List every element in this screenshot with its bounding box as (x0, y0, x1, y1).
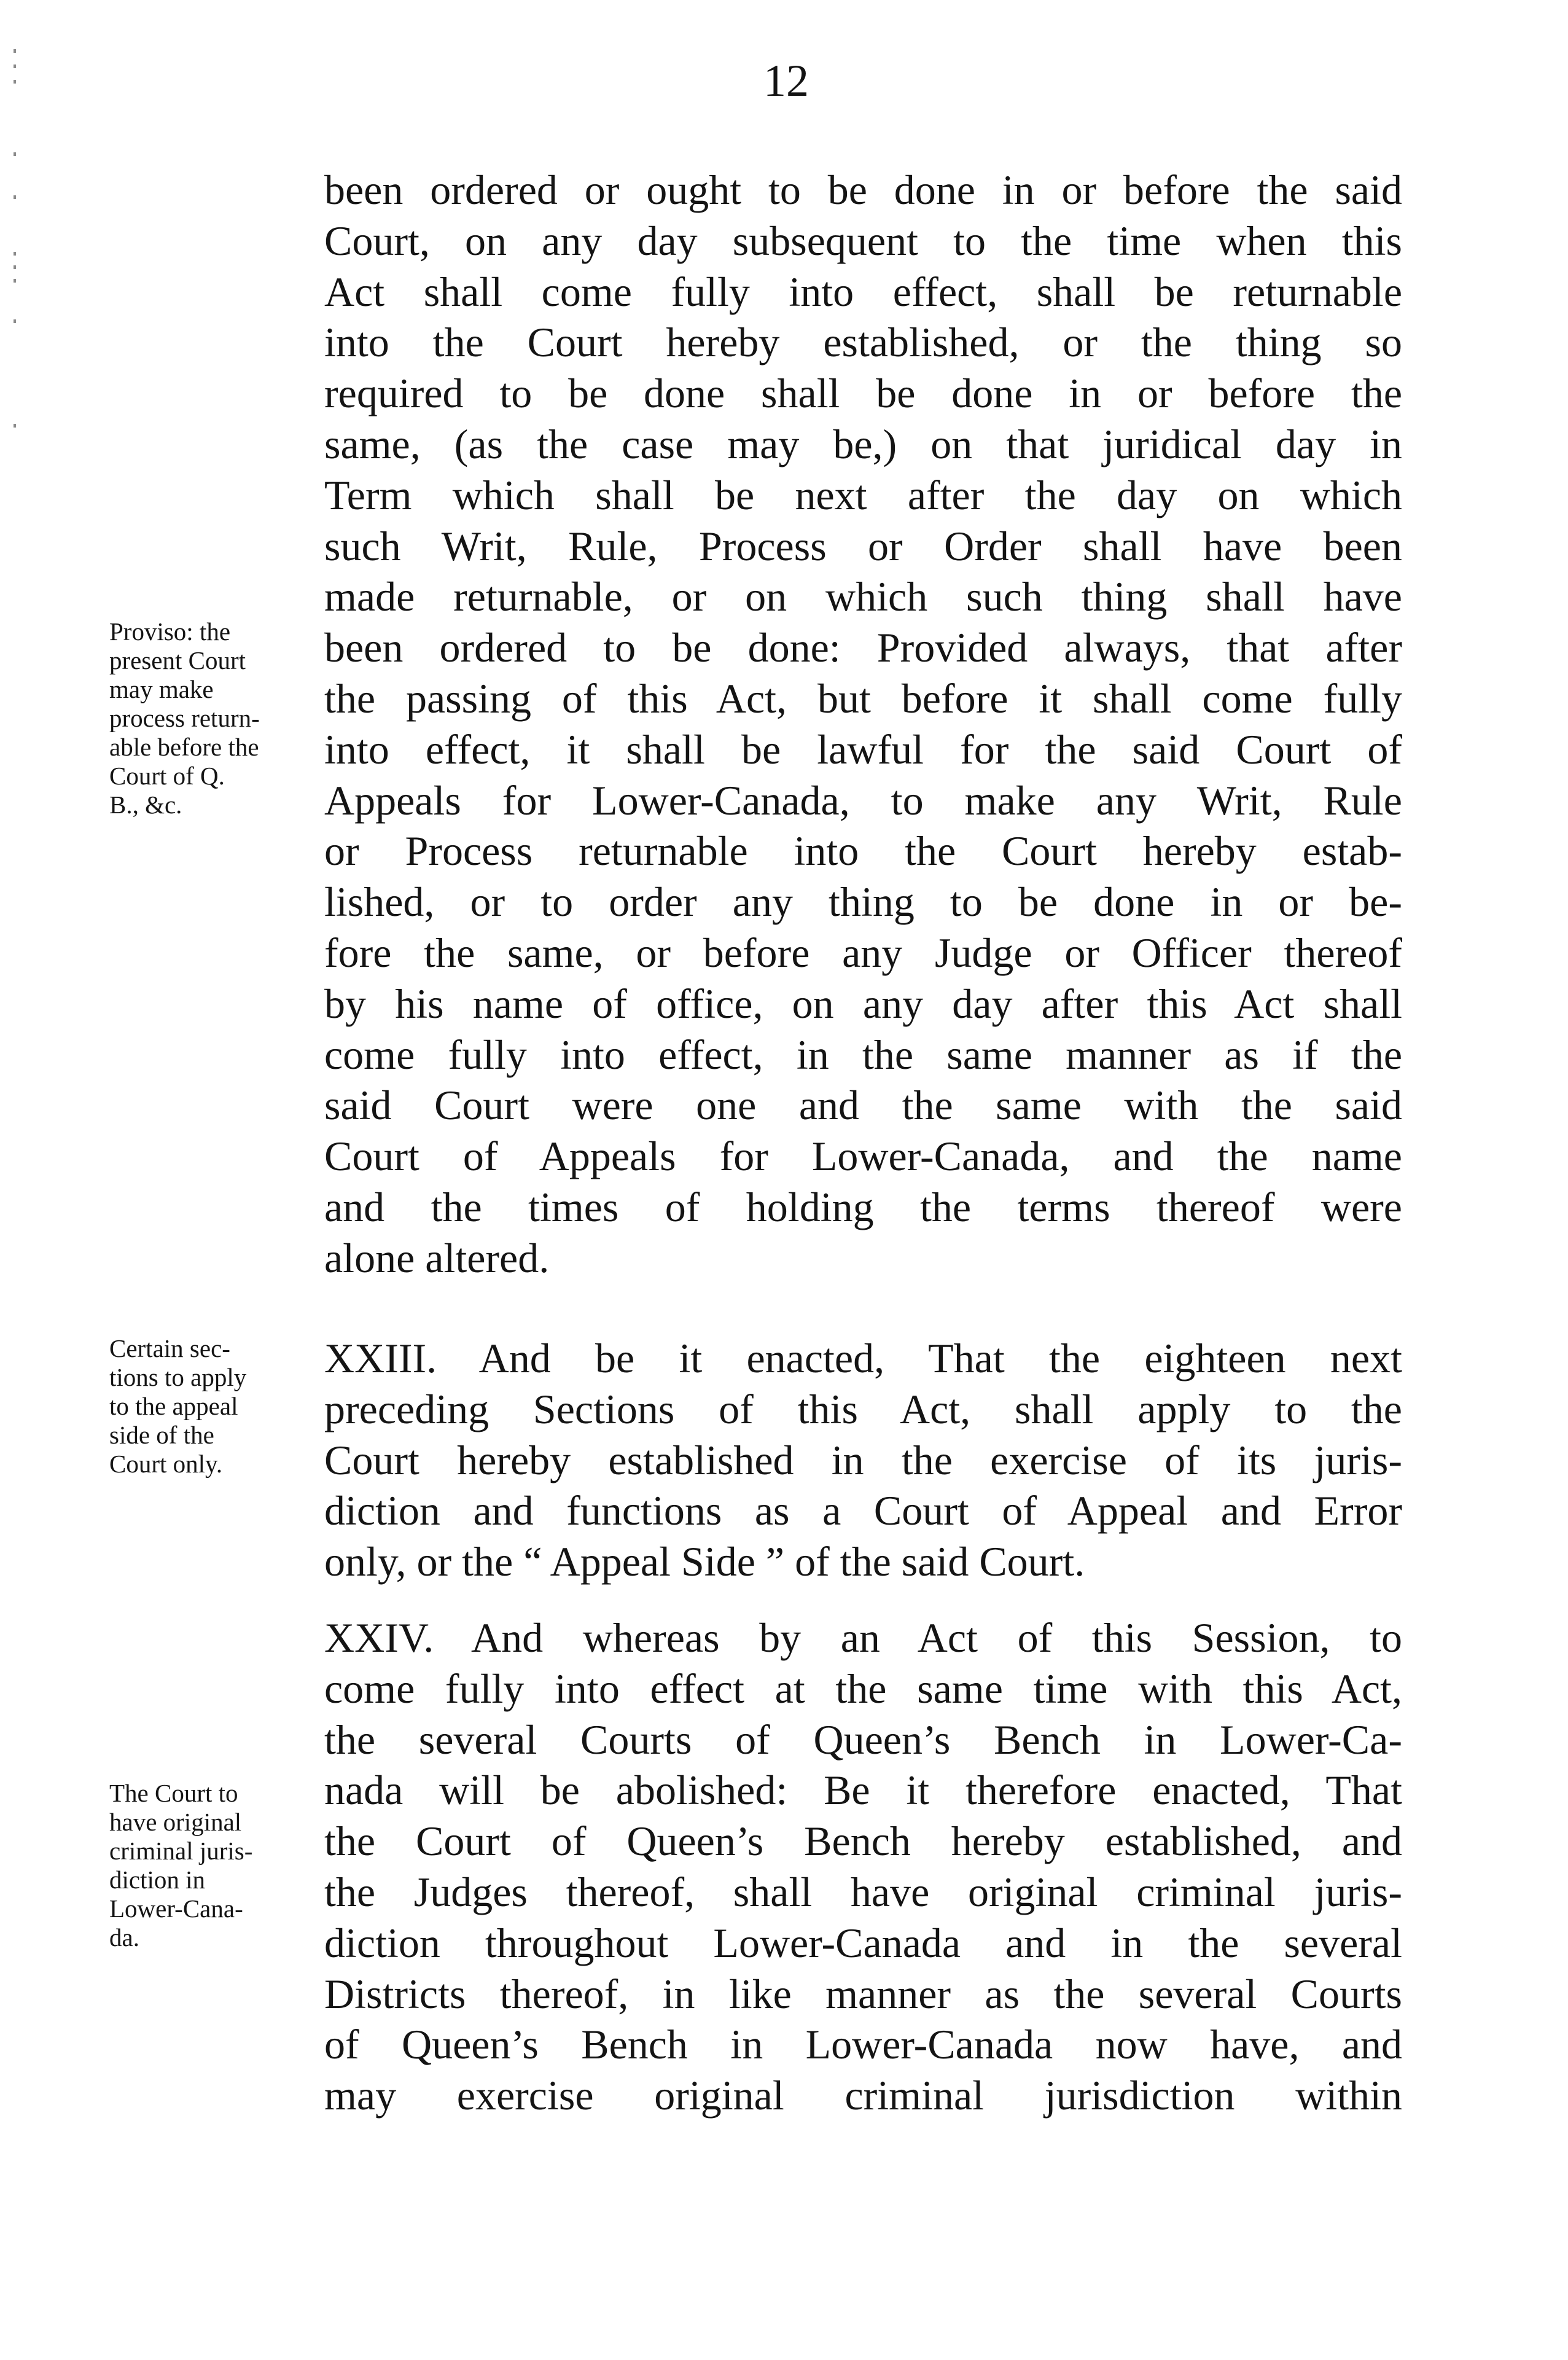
margin-note-line: criminal juris- (109, 1837, 253, 1865)
margin-note-line: Court only. (109, 1450, 223, 1478)
body-line: fore the same, or before any Judge or Officer thereof (324, 929, 1402, 976)
body-line: come fully into effect, in the same manner as if the (324, 1031, 1402, 1078)
margin-note-line: da. (109, 1923, 139, 1952)
margin-note-line: side of the (109, 1421, 214, 1449)
scan-speck (14, 279, 16, 283)
scan-speck (14, 64, 16, 68)
scan-speck (14, 195, 16, 199)
body-line: XXIII. And be it enacted, That the eighteen next (324, 1335, 1402, 1381)
body-line: been ordered or ought to be done in or before the said (324, 166, 1402, 213)
page-number: 12 (763, 56, 809, 106)
body-line: come fully into effect at the same time with this Act, (324, 1665, 1402, 1712)
body-line: the Court of Queen’s Bench hereby established, and (324, 1818, 1402, 1865)
body-line: been ordered to be done: Provided always, that after (324, 624, 1402, 671)
body-line: diction and functions as a Court of Appeal and Error (324, 1487, 1402, 1534)
margin-note-line: Certain sec- (109, 1334, 230, 1362)
margin-note-line: B., &c. (109, 791, 182, 819)
body-line: same, (as the case may be,) on that juridical day in (324, 420, 1402, 467)
scan-speck (14, 424, 16, 428)
body-paragraph-continuation (324, 165, 1402, 1284)
body-line: may exercise original criminal jurisdiction within (324, 2072, 1402, 2119)
section-xxiii (324, 1333, 1402, 1587)
scan-speck (14, 252, 16, 256)
body-line: preceding Sections of this Act, shall apply to the (324, 1385, 1402, 1432)
body-line: into effect, it shall be lawful for the said Court of (324, 725, 1402, 773)
body-line: diction throughout Lower-Canada and in the several (324, 1919, 1402, 1966)
margin-note-line: Lower-Cana- (109, 1894, 243, 1923)
margin-note-line: Court of Q. (109, 762, 225, 790)
body-line: Districts thereof, in like manner as the several Courts (324, 1970, 1402, 2017)
body-line: or Process returnable into the Court hereby estab- (324, 827, 1402, 875)
body-line: into the Court hereby established, or the thing so (324, 319, 1402, 366)
body-line: Court, on any day subsequent to the time when this (324, 217, 1402, 264)
margin-note-line: process return- (109, 704, 260, 732)
section-xxiv (324, 1612, 1402, 2121)
margin-note-line: The Court to (109, 1779, 238, 1807)
body-line: such Writ, Rule, Process or Order shall have been (324, 522, 1402, 569)
body-line: the several Courts of Queen’s Bench in Lower-Ca- (324, 1716, 1402, 1763)
margin-note-line: able before the (109, 733, 259, 761)
margin-note-line: present Court (109, 646, 246, 674)
body-line: by his name of office, on any day after this Act shall (324, 980, 1402, 1027)
scan-speck (14, 319, 16, 323)
margin-note-line: tions to apply (109, 1363, 247, 1391)
body-line: of Queen’s Bench in Lower-Canada now have, and (324, 2021, 1402, 2068)
body-line: nada will be abolished: Be it therefore enacted, That (324, 1767, 1402, 1814)
body-line: Act shall come fully into effect, shall be returnable (324, 268, 1402, 315)
body-line: Term which shall be next after the day on which (324, 471, 1402, 518)
margin-note-line: Proviso: the (109, 617, 231, 646)
body-line: Court hereby established in the exercise of its juris- (324, 1436, 1402, 1483)
body-line: XXIV. And whereas by an Act of this Session, to (324, 1614, 1402, 1661)
body-line: required to be done shall be done in or before the (324, 370, 1402, 417)
margin-note-line: have original (109, 1808, 242, 1836)
body-line: lished, or to order any thing to be done in or be- (324, 878, 1402, 926)
body-line: the passing of this Act, but before it shall come fully (324, 674, 1402, 722)
body-line: only, or the “ Appeal Side ” of the said Court. (324, 1538, 1085, 1585)
body-line: the Judges thereof, shall have original criminal juris- (324, 1868, 1402, 1915)
scan-speck (14, 80, 16, 84)
scan-speck (14, 49, 16, 53)
body-line: said Court were one and the same with the said (324, 1082, 1402, 1129)
body-line: alone altered. (324, 1234, 550, 1281)
margin-note-certain-sections (109, 1334, 315, 1479)
body-line: and the times of holding the terms thereof were (324, 1183, 1402, 1230)
margin-note-original-jurisdiction (109, 1779, 315, 1952)
margin-note-proviso (109, 617, 315, 819)
scan-speck (14, 265, 16, 269)
margin-note-line: to the appeal (109, 1392, 238, 1420)
body-line: Court of Appeals for Lower-Canada, and the name (324, 1133, 1402, 1180)
scan-speck (14, 152, 16, 156)
body-line: Appeals for Lower-Canada, to make any Writ, Rule (324, 776, 1402, 824)
margin-note-line: may make (109, 675, 214, 703)
body-line: made returnable, or on which such thing shall have (324, 573, 1402, 620)
margin-note-line: diction in (109, 1866, 206, 1894)
